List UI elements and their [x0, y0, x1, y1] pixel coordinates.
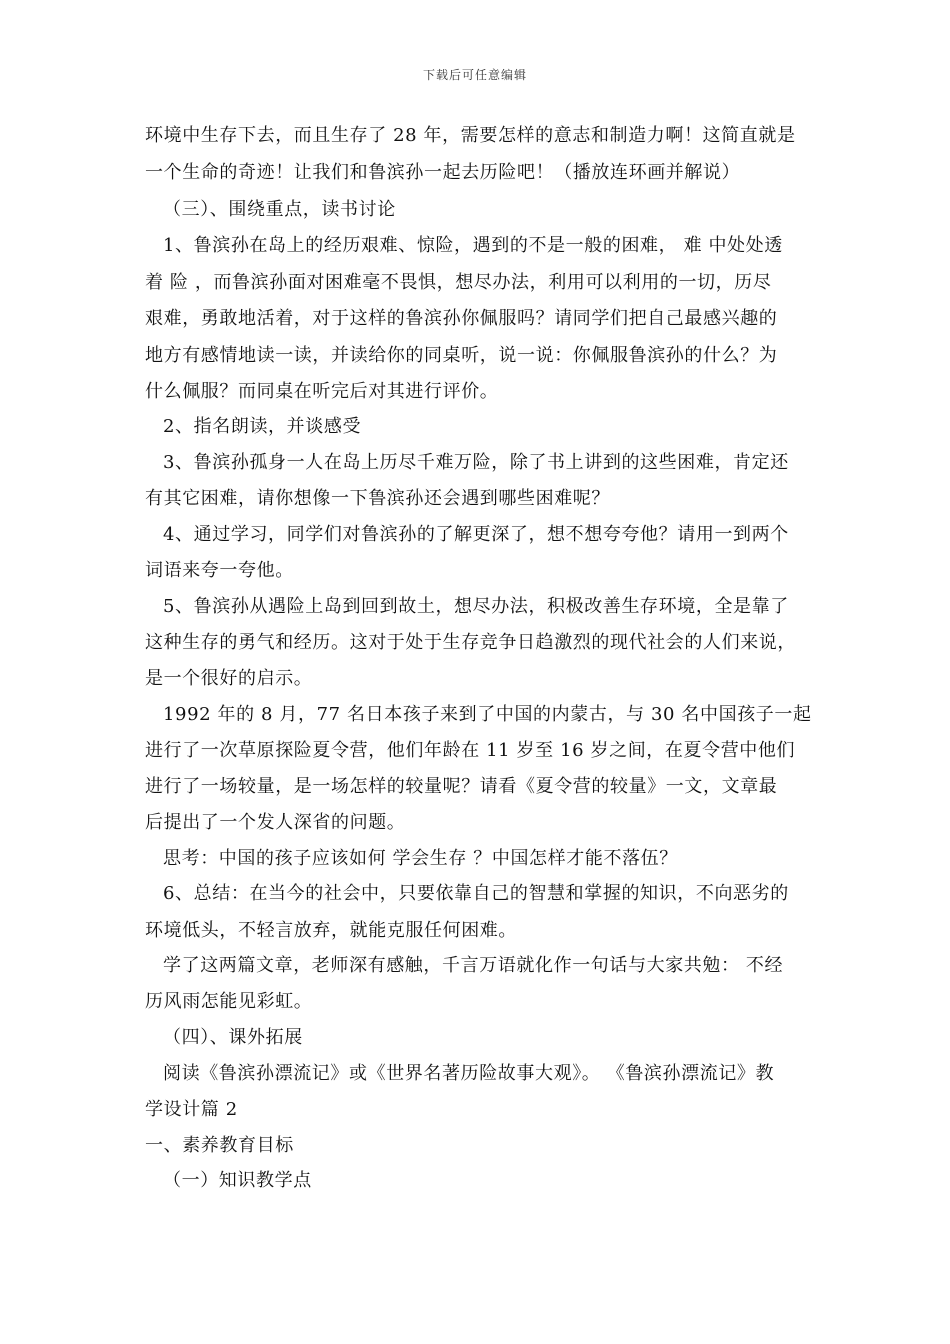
text-line: 这种生存的勇气和经历。这对于处于生存竞争日趋激烈的现代社会的人们来说， — [145, 632, 796, 653]
text-line: 学设计篇 2 — [145, 1099, 238, 1120]
text-line: 2、指名朗读，并谈感受 — [163, 416, 362, 437]
text-line: 学了这两篇文章，老师深有感触，千言万语就化作一句话与大家共勉： 不经 — [163, 955, 784, 976]
section-heading: （一）知识教学点 — [163, 1170, 312, 1191]
section-heading: 一、素养教育目标 — [145, 1135, 294, 1156]
text-line: 1、鲁滨孙在岛上的经历艰难、惊险，遇到的不是一般的困难， 难 中处处透 — [163, 235, 783, 256]
text-line: 地方有感情地读一读，并读给你的同桌听，说一说：你佩服鲁滨孙的什么？为 — [145, 345, 778, 366]
text-line: 1992 年的 8 月，77 名日本孩子来到了中国的内蒙古，与 30 名中国孩子一起 — [163, 704, 812, 725]
text-line: 进行了一次草原探险夏令营，他们年龄在 11 岁至 16 岁之间，在夏令营中他们 — [145, 740, 796, 761]
section-heading: （三）、围绕重点，读书讨论 — [163, 199, 396, 220]
text-line: 着 险 ，而鲁滨孙面对困难毫不畏惧，想尽办法，利用可以利用的一切，历尽 — [145, 272, 772, 293]
text-line: 历风雨怎能见彩虹。 — [145, 991, 313, 1012]
text-line: 有其它困难，请你想像一下鲁滨孙还会遇到哪些困难呢？ — [145, 488, 610, 509]
text-line: 艰难，勇敢地活着，对于这样的鲁滨孙你佩服吗？请同学们把自己最感兴趣的 — [145, 308, 778, 329]
text-line: 思考：中国的孩子应该如何 学会生存 ？中国怎样才能不落伍？ — [163, 848, 678, 869]
text-line: 5、鲁滨孙从遇险上岛到回到故土，想尽办法，积极改善生存环境，全是靠了 — [163, 596, 789, 617]
text-line: 6、总结：在当今的社会中，只要依靠自己的智慧和掌握的知识，不向恶劣的 — [163, 883, 789, 904]
text-line: 阅读《鲁滨孙漂流记》或《世界名著历险故事大观》。 《鲁滨孙漂流记》教 — [163, 1063, 775, 1084]
text-line: 词语来夸一夸他。 — [145, 560, 294, 581]
text-line: 是一个很好的启示。 — [145, 668, 313, 689]
section-heading: （四）、课外拓展 — [163, 1027, 303, 1048]
text-line: 3、鲁滨孙孤身一人在岛上历尽千难万险，除了书上讲到的这些困难，肯定还 — [163, 452, 789, 473]
text-line: 环境中生存下去，而且生存了 28 年，需要怎样的意志和制造力啊！这简直就是 — [145, 125, 796, 146]
text-line: 什么佩服？而同桌在听完后对其进行评价。 — [145, 381, 499, 402]
text-line: 后提出了一个发人深省的问题。 — [145, 812, 406, 833]
text-line: 4、通过学习，同学们对鲁滨孙的了解更深了，想不想夸夸他？请用一到两个 — [163, 524, 789, 545]
text-line: 环境低头，不轻言放弃，就能克服任何困难。 — [145, 920, 517, 941]
page-header: 下载后可任意编辑 — [422, 68, 527, 82]
text-line: 一个生命的奇迹！让我们和鲁滨孙一起去历险吧！（播放连环画并解说） — [145, 162, 741, 183]
text-line: 进行了一场较量，是一场怎样的较量呢？请看《夏令营的较量》一文，文章最 — [145, 776, 778, 797]
